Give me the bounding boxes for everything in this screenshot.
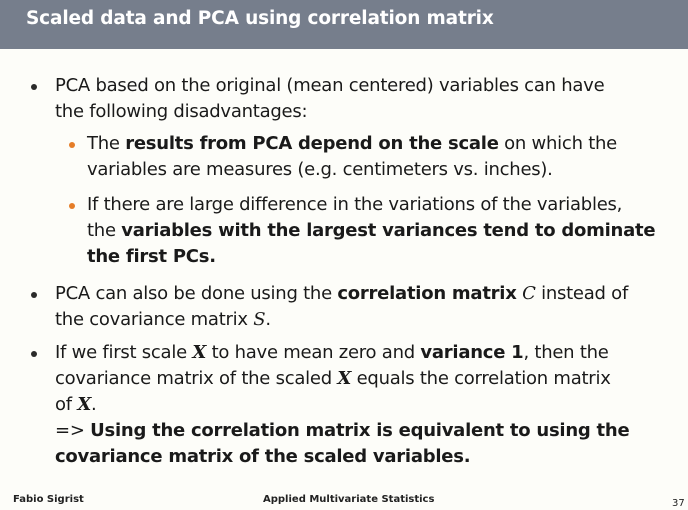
math-symbol: S xyxy=(253,309,266,330)
footer-author: Fabio Sigrist xyxy=(13,494,84,505)
emphasis-text: variables with the largest variances tend to dominate xyxy=(121,220,656,241)
bullet-text xyxy=(55,444,629,470)
bullet-item xyxy=(55,340,629,470)
footer-course: Applied Multivariate Statistics xyxy=(263,494,435,505)
bullet-text: the following disadvantages: xyxy=(55,101,308,122)
page-number: 37 xyxy=(672,498,685,509)
bullet-text: the covariance matrix S. xyxy=(55,309,271,330)
emphasis-text: the first PCs. xyxy=(87,246,216,267)
sub-bullet-text: the variables with the largest variances tend to dominate xyxy=(87,220,656,241)
bullet-text: => Using the correlation matrix is equivalent to using the xyxy=(55,420,630,441)
bullet-marker xyxy=(31,84,37,90)
sub-bullet-item xyxy=(87,131,617,183)
sub-bullet-marker xyxy=(69,142,75,148)
bullet-marker xyxy=(31,351,37,357)
sub-bullet-text xyxy=(87,244,655,270)
sub-bullet-text: If there are large difference in the variations of the variables, xyxy=(87,194,623,215)
sub-bullet-marker xyxy=(69,203,75,209)
bullet-text: covariance matrix of the scaled X equals the correlation matrix xyxy=(55,368,611,389)
bullet-text: If we first scale X to have mean zero and variance 1, then the xyxy=(55,342,609,363)
emphasis-text: covariance matrix of the scaled variables. xyxy=(55,446,471,467)
bullet-text: of X. xyxy=(55,394,97,415)
emphasis-text: variance 1 xyxy=(420,342,524,363)
emphasis-text: correlation matrix xyxy=(337,283,517,304)
sub-bullet-item xyxy=(87,192,655,270)
slide-title: Scaled data and PCA using correlation matrix xyxy=(26,8,494,29)
sub-bullet-text: The results from PCA depend on the scale on which the xyxy=(87,133,617,154)
bullet-marker xyxy=(31,292,37,298)
bullet-item xyxy=(55,73,604,125)
math-symbol: X xyxy=(337,368,352,389)
math-symbol: X xyxy=(192,342,207,363)
sub-bullet-text: variables are measures (e.g. centimeters vs. inches). xyxy=(87,159,553,180)
math-symbol: X xyxy=(77,394,92,415)
math-symbol: C xyxy=(522,283,536,304)
emphasis-text: Using the correlation matrix is equivalent to using the xyxy=(90,420,630,441)
bullet-text: PCA based on the original (mean centered) variables can have xyxy=(55,75,605,96)
title-bar xyxy=(0,0,688,49)
bullet-text: PCA can also be done using the correlation matrix C instead of xyxy=(55,283,629,304)
bullet-item xyxy=(55,281,628,333)
emphasis-text: results from PCA depend on the scale xyxy=(125,133,499,154)
